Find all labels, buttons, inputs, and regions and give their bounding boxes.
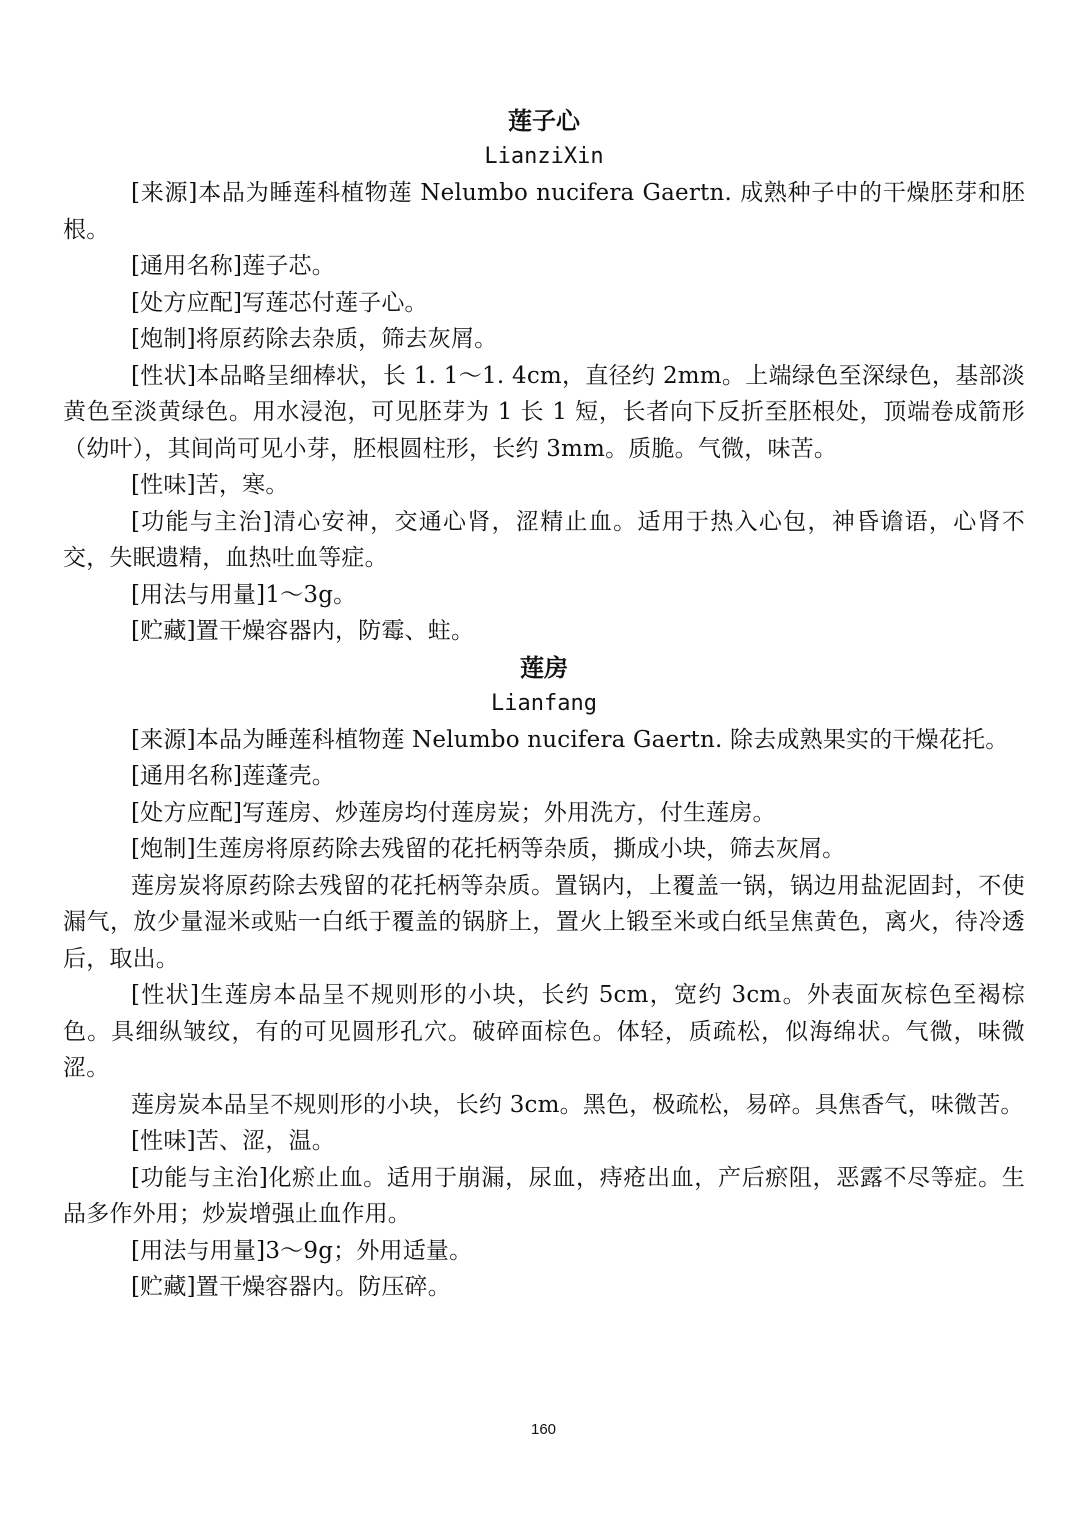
entry-lianfang — [63, 650, 1025, 1306]
paragraph-source: [来源]本品为睡莲科植物莲 Nelumbo nucifera Gaertn. 除去成熟果实的干燥花托。 — [131, 726, 1009, 753]
paragraph-nature-taste: [性味]苦，寒。 — [131, 472, 289, 498]
paragraph-source: [来源]本品为睡莲科植物莲 Nelumbo nucifera Gaertn. 成熟种子中的干燥胚芽和胚根。 — [63, 180, 1025, 243]
entry-lianzixin — [63, 103, 1025, 650]
paragraph-functions: [功能与主治]化瘀止血。适用于崩漏，尿血，痔疮出血，产后瘀阻，恶露不尽等症。生品多作外用；炒炭增强止血作用。 — [63, 1164, 1025, 1227]
document-page — [63, 103, 1025, 1306]
paragraph-nature-taste: [性味]苦、涩，温。 — [131, 1128, 335, 1154]
paragraph-processing: [炮制]将原药除去杂质，筛去灰屑。 — [131, 326, 498, 352]
entry-title: 莲房 — [520, 652, 568, 682]
paragraph-functions: [功能与主治]清心安神，交通心肾，涩精止血。适用于热入心包，神昏谵语，心肾不交，失眠遗精，血热吐血等症。 — [63, 508, 1025, 571]
paragraph-dosage: [用法与用量]1～3g。 — [131, 581, 357, 608]
paragraph-prescription: [处方应配]写莲芯付莲子心。 — [131, 289, 428, 316]
paragraph-characteristics: [性状]生莲房本品呈不规则形的小块，长约 5cm，宽约 3cm。外表面灰棕色至褐棕色。具细纵皱纹，有的可见圆形孔穴。破碎面棕色。体轻，质疏松，似海绵状。气微，味微涩。 — [63, 982, 1025, 1081]
paragraph-processing: [炮制]生莲房将原药除去残留的花托柄等杂质，撕成小块，筛去灰屑。 — [131, 836, 846, 862]
entry-pinyin: LianziXin — [484, 144, 604, 169]
entry-pinyin: Lianfang — [491, 690, 597, 716]
paragraph-common-name: [通用名称]莲子芯。 — [131, 253, 335, 279]
paragraph-characteristics-charcoal: 莲房炭本品呈不规则形的小块，长约 3cm。黑色，极疏松，易碎。具焦香气，味微苦。 — [131, 1091, 1024, 1118]
paragraph-dosage: [用法与用量]3～9g；外用适量。 — [131, 1237, 473, 1264]
paragraph-common-name: [通用名称]莲蓬壳。 — [131, 763, 335, 789]
paragraph-prescription: [处方应配]写莲房、炒莲房均付莲房炭；外用洗方，付生莲房。 — [131, 799, 776, 826]
paragraph-storage: [贮藏]置干燥容器内。防压碎。 — [131, 1274, 451, 1300]
paragraph-storage: [贮藏]置干燥容器内，防霉、蛀。 — [131, 618, 475, 644]
page-number: 160 — [530, 1421, 557, 1438]
entry-title: 莲子心 — [508, 106, 580, 135]
paragraph-characteristics: [性状]本品略呈细棒状，长 1. 1～1. 4cm，直径约 2mm。上端绿色至深绿色，基部淡黄色至淡黄绿色。用水浸泡，可见胚芽为 1 长 1 短，长者向下反折至胚根处，顶端卷成箭形（幼叶），其间尚可见小芽，胚根圆柱形，长约 3mm。质脆。气微，味苦。 — [63, 362, 1025, 462]
paragraph-processing-charcoal: 莲房炭将原药除去残留的花托柄等杂质。置锅内，上覆盖一锅，锅边用盐泥固封，不使漏气，放少量湿米或贴一白纸于覆盖的锅脐上，置火上锻至米或白纸呈焦黄色，离火，待冷透后，取出。 — [63, 872, 1025, 972]
